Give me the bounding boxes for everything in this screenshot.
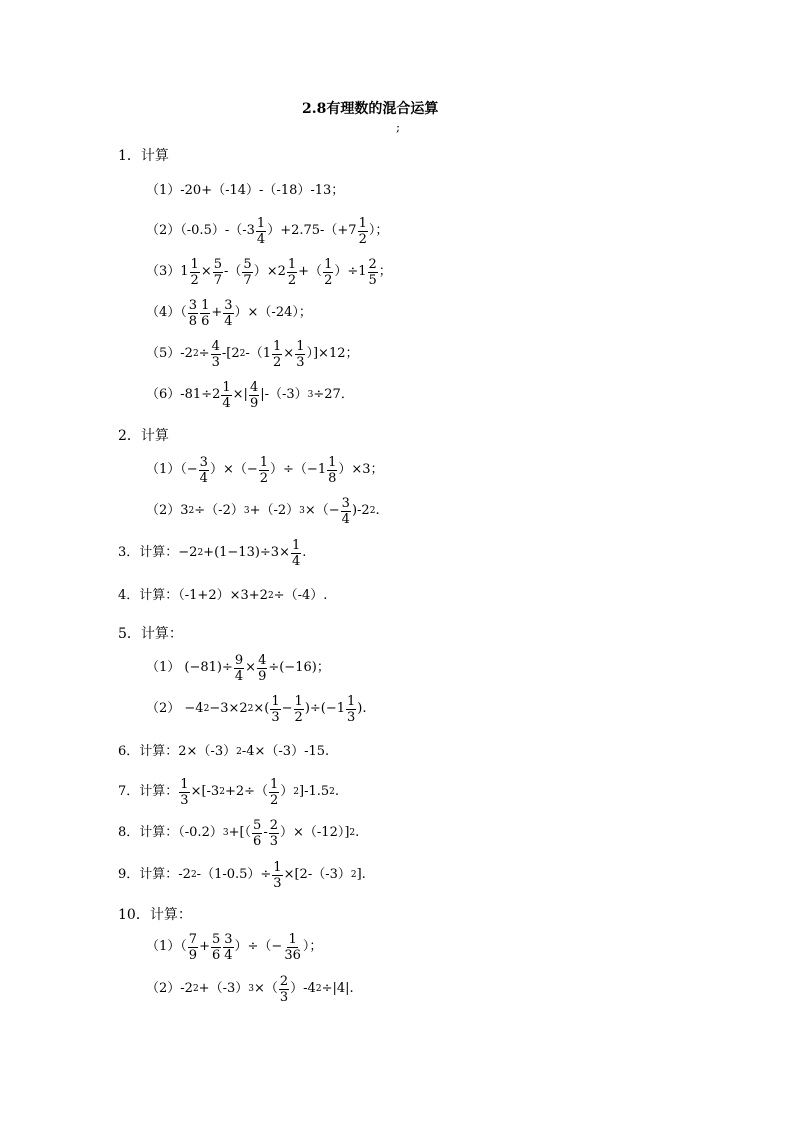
q6: 6．计算：2×（-3） 2 -4×（-3）-15. [118,744,330,759]
q10-part1: （1）（ $\frac{7}{9}$ + $\frac{5}{6}$ $\frac{3}{4}$ ）÷（− $\frac{1}{36}$ ）； [146,931,323,963]
q5-part2: （2） −4 2 −3×2 2 ×( $\frac{1}{3}$ − $\frac{1}{2}$ )÷(−1 $\frac{1}{3}$ ). [146,693,367,725]
q3: 3．计算：−2 2 +(1−13)÷3× $\frac{1}{4}$ . [118,537,307,569]
q2-part2: （2）3 2 ÷（-2） 3 +（-2） 3 ×（− $\frac{3}{4}$ )-2 2 . [146,495,380,527]
q2-part1: （1）（− $\frac{3}{4}$ ）×（− $\frac{1}{2}$ ）÷（−1 $\frac{1}{8}$ ）×3； [146,454,384,486]
q7: 7．计算： $\frac{1}{3}$ ×[-3 2 +2÷（ $\frac{1}{2}$ ） 2 ]-1.5 2 . [118,776,340,808]
q10-label: 10．计算： [118,907,192,923]
q1-part4: （4）（ $\frac{3}{8}$ $\frac{1}{6}$ + $\frac{3}{4}$ ）×（-24）； [146,297,312,329]
q4: 4．计算：（-1+2）×3+2 2 ÷（-4）. [118,588,328,603]
q1-part2: （2）（-0.5）-（-3 $\frac{1}{4}$ ）+2.75-（+7 $\frac{1}{2}$ ）； [146,215,389,247]
q1-part6: （6）-81÷2 $\frac{1}{4}$ ×| $\frac{4}{9}$ |-（-3） 3 ÷27． [146,379,354,411]
q1-part5: （5）-2 2 ÷ $\frac{4}{3}$ -[2 2 -（1 $\frac{1}{2}$ × $\frac{1}{3}$ ）]×12； [146,338,359,370]
q1-part1: （1）-20+（-14）-（-18）-13； [146,183,345,198]
q1-part3: （3）1 $\frac{1}{2}$ × $\frac{5}{7}$ -（ $\frac{5}{7}$ ）×2 $\frac{1}{2}$ +（ $\frac{1}{2}$ ）÷1 $\frac{2}{5}$ ； [146,256,392,288]
page-title: 2.8有理数的混合运算 [302,101,439,117]
q1-label: 1．计算 [118,148,169,164]
q5-part1: （1） (−81)÷ $\frac{9}{4}$ × $\frac{4}{9}$ ÷(−16)； [146,652,330,684]
q9: 9．计算：-2 2 -（1-0.5）÷ $\frac{1}{3}$ ×[2-（-3） 2 ]. [118,859,366,891]
q10-part2: （2）-2 2 +（-3） 3 ×（ $\frac{2}{3}$ ）-4 2 ÷|4|. [146,973,354,1005]
q2-label: 2．计算 [118,428,169,444]
q5-label: 5．计算： [118,626,183,642]
q8: 8．计算：（-0.2） 3 +[（ $\frac{5}{6}$ - $\frac{2}{3}$ ）×（-12）] 2 . [118,817,360,849]
stray-semicolon: ; [396,120,401,134]
